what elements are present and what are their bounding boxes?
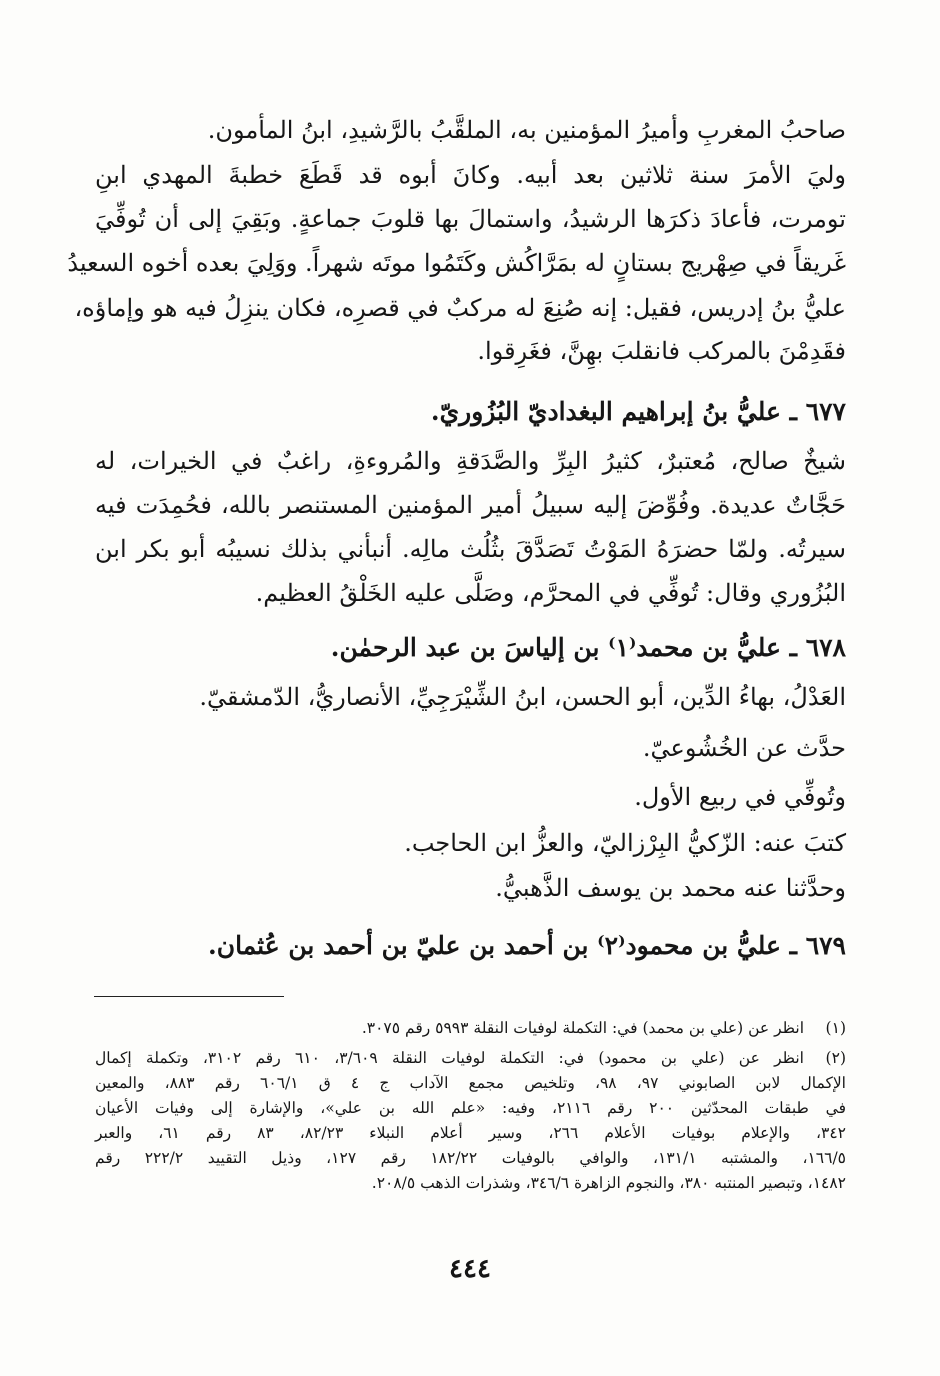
body-line: تومرت، فأعادَ ذكرَها الرشيدُ، واستمالَ بها قلوبَ جماعةٍ. وبَقِيَ إلى أن تُوفِّيَ bbox=[95, 205, 846, 233]
body-line: غَريقاً في صِهْريج بستانٍ له بمَرَّاكُش وكَتَمُوا موتَه شهراً. ووَلِيَ بعده أخوه السعيدُ bbox=[67, 249, 846, 277]
footnote-2-line: في طبقات المحدّثين ٢٠٠ رقم ٢١١٦، وفيه: «علم الله بن علي»، والإشارة إلى وفيات الأعيان bbox=[95, 1099, 846, 1117]
body-line: فقَدِمْنَ بالمركب فانقلبَ بهِنَّ، فغَرِقوا. bbox=[477, 337, 846, 365]
footnote-2-line: ٣٤٢، والإعلام بوفيات الأعلام ٢٦٦، وسير أعلام النبلاء ٨٢/٢٣، ٨٣ رقم ٦١، والعبر bbox=[95, 1124, 847, 1142]
entry-678-line: وتُوفِّي في ربيع الأول. bbox=[634, 783, 846, 811]
entry-678-heading: ٦٧٨ ـ عليُّ بن محمد⁽١⁾ بن إلياسَ بن عبد الرحمٰن. bbox=[330, 633, 846, 662]
entry-679-heading: ٦٧٩ ـ عليُّ بن محمود⁽٢⁾ بن أحمد بن عليّ بن أحمد بن عُثمان. bbox=[208, 931, 846, 960]
page-number: ٤٤٤ bbox=[449, 1254, 491, 1284]
footnote-number: (٢) bbox=[825, 1049, 846, 1067]
entry-678-line: وحدَّثنا عنه محمد بن يوسف الذَّهبيُّ. bbox=[495, 874, 846, 902]
footnote-2-line: ١٤٨٢، وتبصير المنتبه ٣٨٠، والنجوم الزاهرة ٣٤٦/٦، وشذرات الذهب ٢٠٨/٥. bbox=[371, 1174, 846, 1192]
entry-677-line: شيخٌ صالح، مُعتبرٌ، كثيرُ البِرِّ والصَّدَقةِ والمُروءةِ، راغبٌ في الخيرات، له bbox=[95, 447, 846, 475]
entry-678-line: كتبَ عنه: الزّكيُّ البِرْزاليّ، والعزُّ ابن الحاجب. bbox=[404, 829, 846, 857]
entry-677-heading: ٦٧٧ ـ عليُّ بنُ إبراهيم البغداديّ البُزُوريّ. bbox=[430, 397, 846, 426]
footnote-text: انظر عن (علي بن محمد) في: التكملة لوفيات النقلة ٥٩٩٣ رقم ٣٠٧٥. bbox=[361, 1019, 804, 1037]
entry-677-line: البُزُوري وقال: تُوفِّي في المحرَّم، وصَلَّى عليه الخَلْقُ العظيم. bbox=[255, 579, 846, 607]
body-line: عليُّ بنُ إدريس، فقيل: إنه صُنِعَ له مركبٌ في قصرِه، فكان ينزِلُ فيه هو وإماؤه، bbox=[74, 294, 846, 322]
entry-678-line: حدَّث عن الخُشُوعيّ. bbox=[642, 734, 846, 762]
footnote-2-line: ١٦٦/٥، والمشتبه ١٣١/١، والوافي بالوفيات ١٨٢/٢٢ رقم ١٢٧، وذيل التقييد ٢٢٢/٢ رقم bbox=[95, 1149, 847, 1167]
body-line: وليَ الأمرَ سنة ثلاثين بعد أبيه. وكانَ أبوه قد قَطَعَ خطبةَ المهدي ابنِ bbox=[95, 161, 846, 189]
entry-677-line: حَجَّاتٌ عديدة. وفُوِّضَ إليه سبيلُ أمير المؤمنين المستنصر بالله، فحُمِدَت فيه bbox=[95, 491, 846, 519]
footnote-number: (١) bbox=[825, 1019, 846, 1037]
footnote-2-line: الإكمال لابن الصابوني ٩٧، ٩٨، وتلخيص مجمع الآداب ج ٤ ق ٦٠٦/١ رقم ٨٨٣، والمعين bbox=[95, 1074, 846, 1092]
footnote-text: انظر عن (علي بن محمود) في: التكملة لوفيات النقلة ٣/٦٠٩، ٦١٠ رقم ٣١٠٢، وتكملة إكمال bbox=[95, 1049, 804, 1067]
body-line: صاحبُ المغربِ وأميرُ المؤمنين به، الملقَّبُ بالرَّشيدِ، ابنُ المأمون. bbox=[207, 116, 846, 144]
entry-678-line: العَدْلُ، بهاءُ الدِّين، أبو الحسن، ابنُ الشِّيْرَجِيِّ، الأنصاريُّ، الدّمشقيّ. bbox=[199, 683, 846, 711]
footnote-separator bbox=[94, 996, 284, 997]
entry-677-line: سيرتُه. ولمّا حضرَهُ المَوْتُ تَصَدَّقَ بثُلُث مالِه. أنبأني بذلك نسيبُه أبو بكر ابن bbox=[95, 535, 846, 563]
